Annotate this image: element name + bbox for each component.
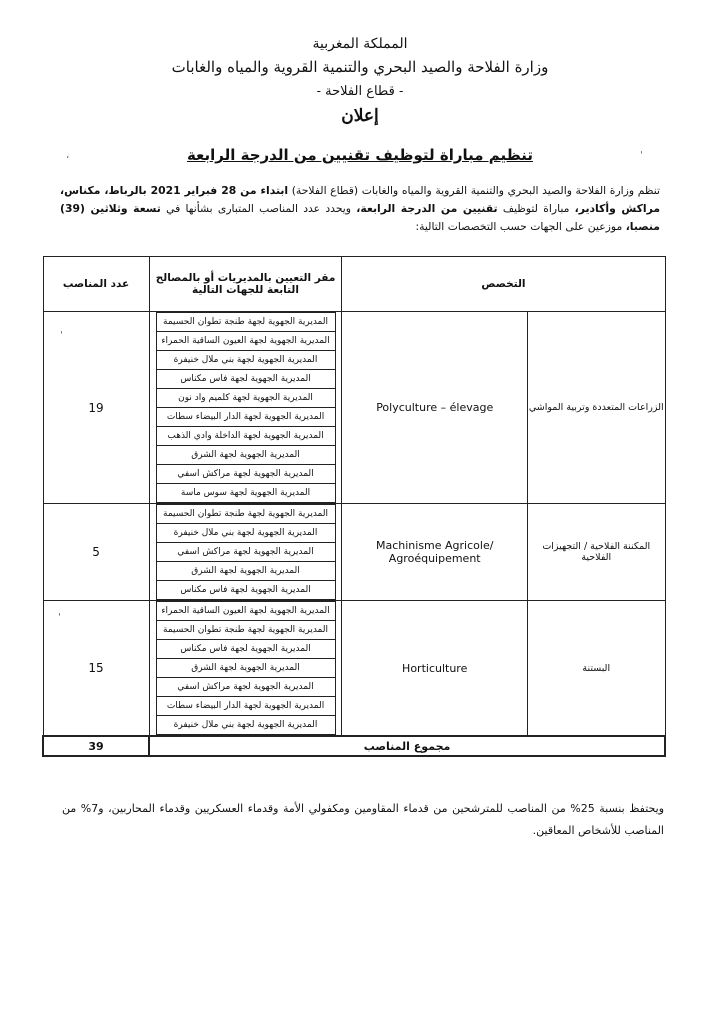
kingdom-title: المملكة المغربية [312,36,408,52]
intro-grade: تقنيين من الدرجة الرابعة، [356,202,498,215]
positions-table [42,256,666,757]
seat-item: المديرية الجهوية لجهة العيون الساقية الحمراء [156,602,335,621]
seat-item: المديرية الجهوية لجهة الدار البيضاء سطات [156,408,335,427]
table-row [43,504,665,601]
seat-cell [149,312,342,504]
scan-dot: ' [640,150,643,161]
seat-item: المديرية الجهوية لجهة بني ملال خنيفرة [156,716,335,735]
seat-item: المديرية الجهوية لجهة الدار البيضاء سطات [156,697,335,716]
seat-item: المديرية الجهوية لجهة بني ملال خنيفرة [156,524,335,543]
seat-item: المديرية الجهوية لجهة الشرق [156,562,335,581]
specialty-fr: Horticulture [342,601,528,737]
seat-cell [149,601,342,737]
table-row [43,312,665,504]
seat-item: المديرية الجهوية لجهة سوس ماسة [156,484,335,503]
footer-note: ويحتفظ بنسبة 25% من المناصب للمترشحين من قدماء المقاومين ومكفولي الأمة وقدماء العسكريين وقدماء المحاربين، و7% من المناصب للأشخاص المعاقين. [62,802,665,837]
seat-item: المديرية الجهوية لجهة طنجة تطوان الحسيمة [156,313,335,332]
col-header-seat: مقر التعيين بالمديريات أو بالمصالح التابعة للجهات التالية [149,257,342,312]
scan-dot: ، [66,150,70,161]
posts-count: 5 [43,504,149,601]
seat-item: المديرية الجهوية لجهة مراكش اسفي [156,465,335,484]
seat-item: المديرية الجهوية لجهة طنجة تطوان الحسيمة [156,621,335,640]
seat-item: المديرية الجهوية لجهة مراكش اسفي [156,543,335,562]
seat-item: المديرية الجهوية لجهة فاس مكناس [156,581,335,600]
seat-item: المديرية الجهوية لجهة الشرق [156,659,335,678]
intro-paragraph [60,182,660,236]
col-header-specialty: التخصص [342,257,665,312]
seat-list [156,601,336,735]
seat-item: المديرية الجهوية لجهة طنجة تطوان الحسيمة [156,505,335,524]
ministry-title: وزارة الفلاحة والصيد البحري والتنمية القروية والمياه والغابات [171,58,549,76]
specialty-ar: الزراعات المتعددة وتربية المواشي [528,312,666,504]
seat-list [156,312,336,503]
total-row [43,736,665,756]
total-value: 39 [43,736,149,756]
specialty-fr: Machinisme Agricole/ Agroéquipement [342,504,528,601]
seat-item: المديرية الجهوية لجهة مراكش اسفي [156,678,335,697]
competition-subtitle: تنظيم مباراة لتوظيف تقنيين من الدرجة الرابعة [186,146,533,164]
seat-item: المديرية الجهوية لجهة بني ملال خنيفرة [156,351,335,370]
specialty-fr: Polyculture – élevage [342,312,528,504]
seat-item: المديرية الجهوية لجهة فاس مكناس [156,370,335,389]
intro-date: ابتداء من 28 فبراير 2021 بالرباط، مكناس، مراكش وأكادير، [60,184,660,215]
seat-item: المديرية الجهوية لجهة الداخلة وادي الذهب [156,427,335,446]
table-row [43,601,665,737]
sector-title: - قطاع الفلاحة - [316,84,404,99]
seat-list [156,504,336,600]
col-header-posts: عدد المناصب [43,257,149,312]
posts-count: 19 [43,312,149,504]
total-label: مجموع المناصب [149,736,665,756]
seat-cell [149,504,342,601]
intro-text-2: مباراة لتوظيف [497,202,575,215]
intro-count: تسعة وثلاثين (39) منصبا، [60,202,660,233]
intro-text-3: ويحدد عدد المناصب المتبارى بشأنها في [160,202,357,215]
seat-item: المديرية الجهوية لجهة الشرق [156,446,335,465]
announcement-title: إعلان [341,106,379,126]
specialty-ar: المكننة الفلاحية / التجهيزات الفلاحية [528,504,666,601]
intro-text-4: موزعين على الجهات حسب التخصصات التالية: [415,220,626,233]
scan-dot: ' [60,330,63,341]
table-header-row [43,257,665,312]
seat-item: المديرية الجهوية لجهة العيون الساقية الحمراء [156,332,335,351]
intro-text-1: تنظم وزارة الفلاحة والصيد البحري والتنمية القروية والمياه والغابات (قطاع الفلاحة) [288,184,660,197]
posts-count: 15 [43,601,149,737]
specialty-ar: البستنة [528,601,666,737]
scan-dot: ' [58,612,61,623]
seat-item: المديرية الجهوية لجهة فاس مكناس [156,640,335,659]
seat-item: المديرية الجهوية لجهة كلميم واد نون [156,389,335,408]
